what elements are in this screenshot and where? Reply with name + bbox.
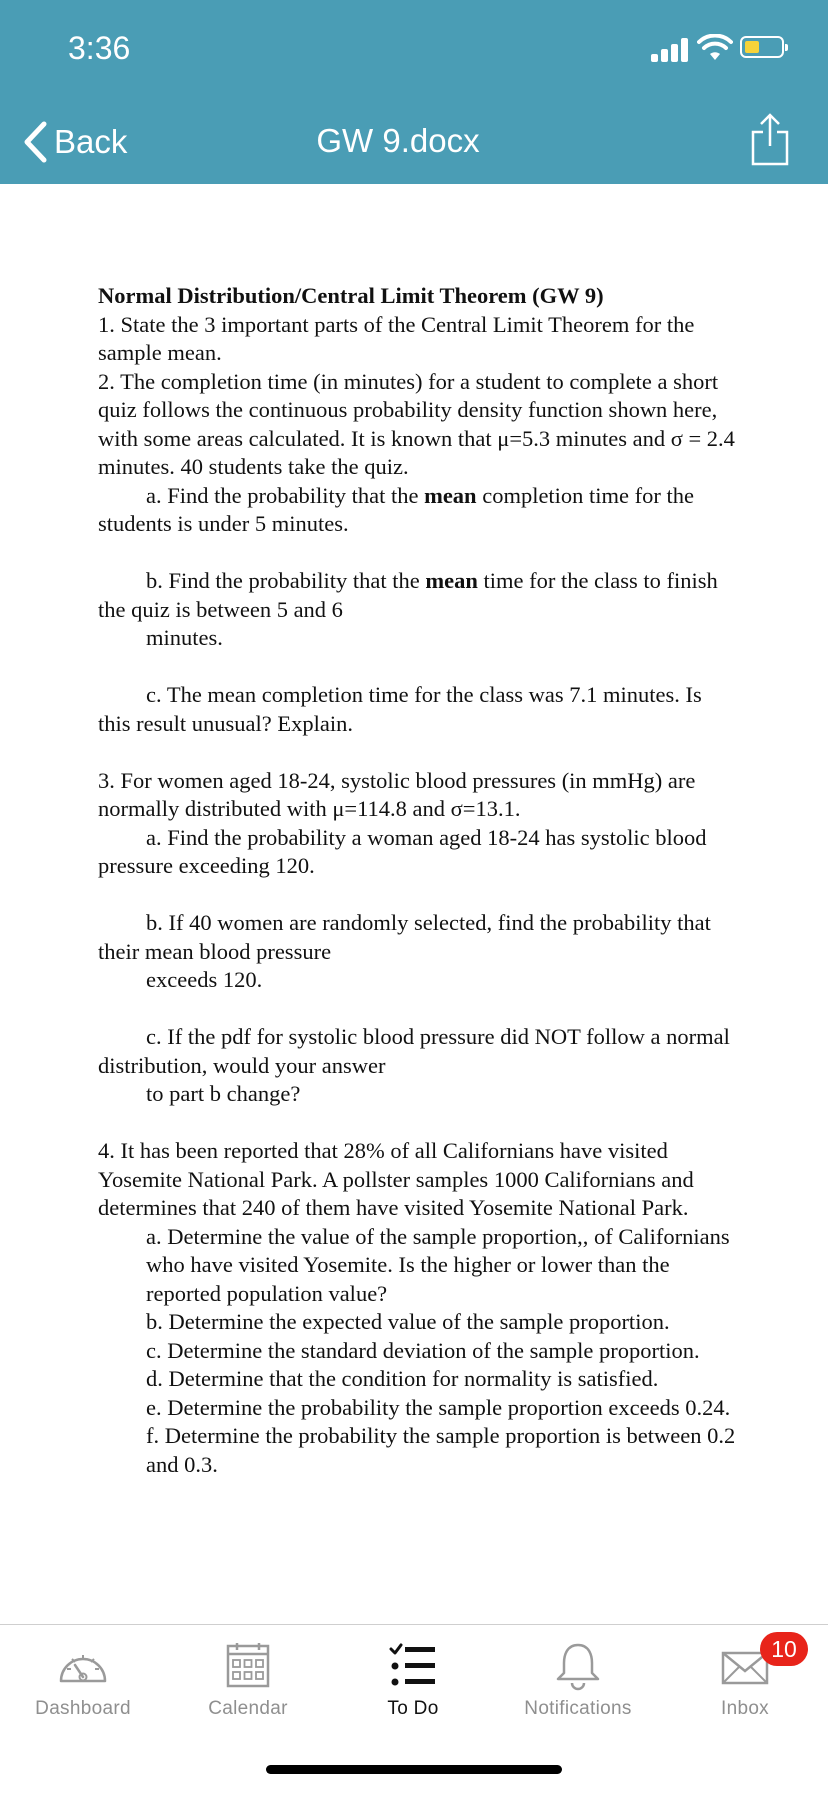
question-4e: e. Determine the probability the sample proportion exceeds 0.24. <box>146 1394 731 1420</box>
question-2: 2. The completion time (in minutes) for a student to complete a short quiz follows the continuous probability density function shown here, with some areas calculated. It is known that μ=5.3 minutes and σ = 2.4 minutes. 40 students take the quiz. <box>98 368 735 479</box>
question-4c: c. Determine the standard deviation of the sample proportion. <box>146 1337 700 1363</box>
question-2a: a. Find the probability that the mean completion time for the students is under 5 minutes. <box>98 482 695 536</box>
todo-list-icon <box>383 1641 443 1691</box>
back-label: Back <box>54 123 128 160</box>
dashboard-icon <box>53 1641 113 1691</box>
share-icon[interactable] <box>749 112 791 168</box>
tab-dashboard[interactable]: Dashboard <box>0 1625 166 1735</box>
question-4: 4. It has been reported that 28% of all Californians have visited Yosemite National Park. A pollster samples 1000 Californians and determines that 240 of them have visited Yosemite National Park. <box>98 1138 694 1220</box>
bell-icon <box>548 1641 608 1691</box>
question-3: 3. For women aged 18-24, systolic blood pressures (in mmHg) are normally distributed with μ=114.8 and σ=13.1. <box>98 767 696 821</box>
question-4f: f. Determine the probability the sample proportion is between 0.2 and 0.3. <box>146 1423 736 1477</box>
page-title: GW 9.docx <box>316 122 480 159</box>
tab-notifications[interactable]: Notifications <box>495 1625 661 1735</box>
calendar-icon <box>218 1641 278 1691</box>
question-3b: b. If 40 women are randomly selected, find the probability that their mean blood pressure <box>98 910 711 964</box>
inbox-badge: 10 <box>760 1632 808 1666</box>
question-4a: a. Determine the value of the sample proportion,, of Californians who have visited Yosemite. Is the higher or lower than the reported population value? <box>146 1223 730 1306</box>
question-3c: c. If the pdf for systolic blood pressure did NOT follow a normal distribution, would your answer <box>98 1024 730 1078</box>
status-time: 3:36 <box>68 30 131 66</box>
tab-calendar[interactable]: Calendar <box>165 1625 331 1735</box>
question-3c-continued: to part b change? <box>146 1081 301 1106</box>
question-2b-continued: minutes. <box>146 625 223 650</box>
navigation-bar <box>0 100 828 184</box>
document-content <box>98 282 738 1479</box>
home-indicator[interactable] <box>266 1765 562 1774</box>
status-bar <box>0 0 828 100</box>
question-2c: c. The mean completion time for the class was 7.1 minutes. Is this result unusual? Explain. <box>98 682 702 736</box>
cellular-signal-icon <box>651 34 691 62</box>
tab-inbox[interactable]: Inbox <box>662 1625 828 1735</box>
question-3b-continued: exceeds 120. <box>146 967 263 992</box>
tab-todo[interactable]: To Do <box>330 1625 496 1735</box>
battery-icon <box>740 36 784 58</box>
question-1: 1. State the 3 important parts of the Central Limit Theorem for the sample mean. <box>98 311 695 365</box>
question-2b: b. Find the probability that the mean time for the class to finish the quiz is between 5 and 6 <box>98 568 718 622</box>
wifi-icon <box>697 34 733 62</box>
question-4d: d. Determine that the condition for normality is satisfied. <box>146 1366 659 1391</box>
question-3a: a. Find the probability a woman aged 18-24 has systolic blood pressure exceeding 120. <box>98 824 707 878</box>
document-heading: Normal Distribution/Central Limit Theorem (GW 9) <box>98 283 604 308</box>
question-4b: b. Determine the expected value of the sample proportion. <box>146 1309 670 1334</box>
